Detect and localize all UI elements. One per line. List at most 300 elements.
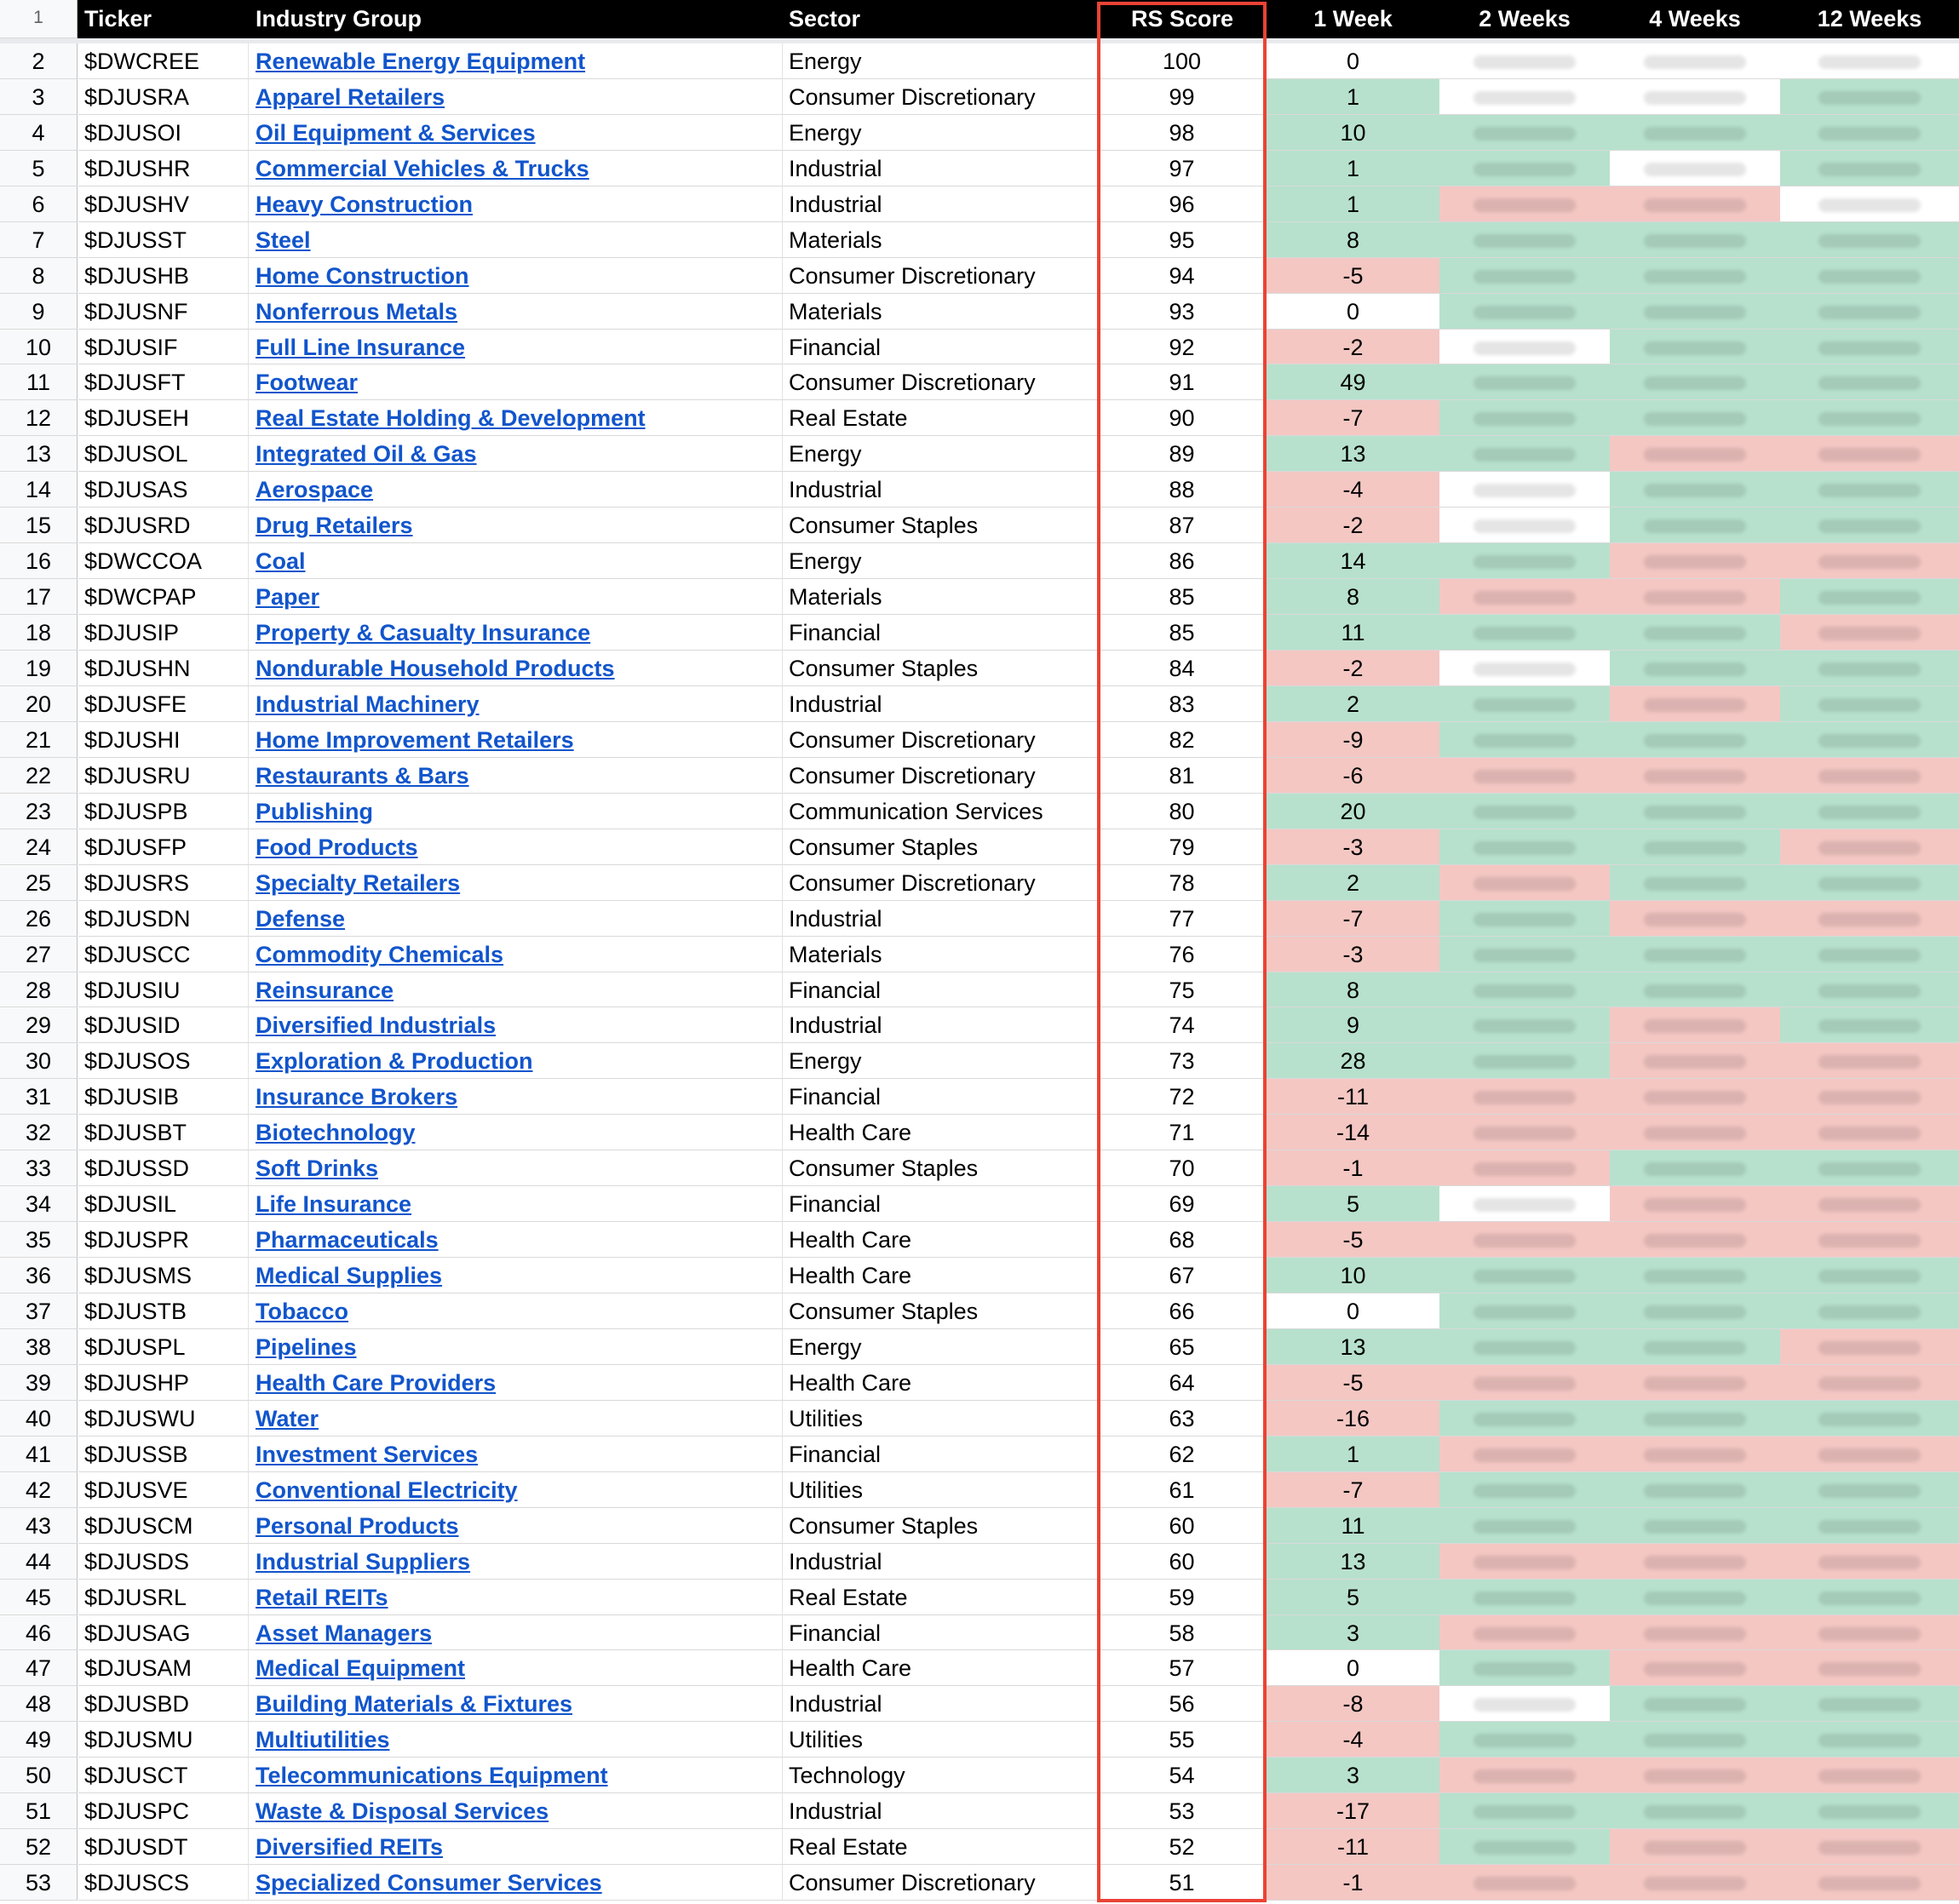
row-number[interactable]: 24 bbox=[0, 829, 78, 865]
sector-cell[interactable]: Health Care bbox=[783, 1650, 1098, 1686]
week-2-change-cell[interactable] bbox=[1439, 1686, 1610, 1722]
ticker-cell[interactable]: $DJUSOI bbox=[78, 115, 249, 151]
week-4-change-cell[interactable] bbox=[1610, 330, 1780, 365]
industry-group-cell[interactable] bbox=[249, 758, 783, 794]
week-1-change-cell[interactable]: -5 bbox=[1267, 1222, 1439, 1258]
row-number[interactable]: 3 bbox=[0, 79, 78, 115]
ticker-cell[interactable]: $DJUSST bbox=[78, 222, 249, 258]
industry-group-cell[interactable] bbox=[249, 1079, 783, 1115]
row-number[interactable]: 53 bbox=[0, 1865, 78, 1901]
week-2-change-cell[interactable] bbox=[1439, 364, 1610, 400]
week-4-change-cell[interactable] bbox=[1610, 222, 1780, 258]
industry-group-link[interactable]: Property & Casualty Insurance bbox=[256, 620, 591, 646]
week-12-change-cell[interactable] bbox=[1780, 472, 1959, 508]
week-4-change-cell[interactable] bbox=[1610, 508, 1780, 543]
week-4-change-cell[interactable] bbox=[1610, 1508, 1780, 1544]
week-12-change-cell[interactable] bbox=[1780, 579, 1959, 615]
week-1-change-cell[interactable]: 8 bbox=[1267, 222, 1439, 258]
industry-group-link[interactable]: Biotechnology bbox=[256, 1120, 416, 1146]
ticker-cell[interactable]: $DJUSMU bbox=[78, 1722, 249, 1758]
industry-group-link[interactable]: Specialized Consumer Services bbox=[256, 1870, 602, 1896]
ticker-cell[interactable]: $DJUSFE bbox=[78, 686, 249, 722]
week-12-change-cell[interactable] bbox=[1780, 1293, 1959, 1329]
week-2-change-cell[interactable] bbox=[1439, 1615, 1610, 1651]
week-4-change-cell[interactable] bbox=[1610, 472, 1780, 508]
column-header-4-weeks[interactable]: 4 Weeks bbox=[1649, 6, 1741, 32]
week-12-change-cell[interactable] bbox=[1780, 1079, 1959, 1115]
ticker-cell[interactable]: $DJUSIL bbox=[78, 1186, 249, 1222]
industry-group-link[interactable]: Publishing bbox=[256, 798, 373, 824]
ticker-cell[interactable]: $DJUSRU bbox=[78, 758, 249, 794]
week-1-change-cell[interactable]: -7 bbox=[1267, 1472, 1439, 1508]
industry-group-link[interactable]: Food Products bbox=[256, 834, 418, 860]
week-2-change-cell[interactable] bbox=[1439, 222, 1610, 258]
row-number[interactable]: 32 bbox=[0, 1115, 78, 1150]
week-4-change-cell[interactable] bbox=[1610, 579, 1780, 615]
week-12-change-cell[interactable] bbox=[1780, 330, 1959, 365]
week-1-change-cell[interactable]: 13 bbox=[1267, 1329, 1439, 1365]
ticker-cell[interactable]: $DJUSMS bbox=[78, 1258, 249, 1293]
week-1-change-cell[interactable]: -5 bbox=[1267, 258, 1439, 294]
ticker-cell[interactable]: $DJUSID bbox=[78, 1007, 249, 1043]
industry-group-cell[interactable] bbox=[249, 1650, 783, 1686]
week-2-change-cell[interactable] bbox=[1439, 829, 1610, 865]
week-12-change-cell[interactable] bbox=[1780, 722, 1959, 758]
week-2-change-cell[interactable] bbox=[1439, 1758, 1610, 1793]
industry-group-link[interactable]: Insurance Brokers bbox=[256, 1084, 458, 1110]
industry-group-cell[interactable] bbox=[249, 651, 783, 686]
week-1-change-cell[interactable]: 14 bbox=[1267, 543, 1439, 579]
week-12-change-cell[interactable] bbox=[1780, 1544, 1959, 1580]
week-4-change-cell[interactable] bbox=[1610, 364, 1780, 400]
sector-cell[interactable]: Industrial bbox=[783, 472, 1098, 508]
sector-cell[interactable]: Consumer Discretionary bbox=[783, 758, 1098, 794]
week-1-change-cell[interactable]: 20 bbox=[1267, 794, 1439, 829]
industry-group-cell[interactable] bbox=[249, 829, 783, 865]
sector-cell[interactable]: Real Estate bbox=[783, 400, 1098, 436]
sector-cell[interactable]: Health Care bbox=[783, 1258, 1098, 1293]
industry-group-cell[interactable] bbox=[249, 1007, 783, 1043]
industry-group-cell[interactable] bbox=[249, 722, 783, 758]
industry-group-cell[interactable] bbox=[249, 1686, 783, 1722]
row-number[interactable]: 49 bbox=[0, 1722, 78, 1758]
industry-group-cell[interactable] bbox=[249, 400, 783, 436]
industry-group-cell[interactable] bbox=[249, 794, 783, 829]
rs-score-cell[interactable]: 96 bbox=[1098, 186, 1267, 222]
week-1-change-cell[interactable]: -7 bbox=[1267, 901, 1439, 937]
row-number[interactable]: 27 bbox=[0, 937, 78, 972]
rs-score-cell[interactable]: 83 bbox=[1098, 686, 1267, 722]
industry-group-link[interactable]: Commodity Chemicals bbox=[256, 941, 504, 967]
row-number[interactable]: 19 bbox=[0, 651, 78, 686]
ticker-cell[interactable]: $DJUSFT bbox=[78, 364, 249, 400]
week-2-change-cell[interactable] bbox=[1439, 436, 1610, 472]
industry-group-cell[interactable] bbox=[249, 79, 783, 115]
week-4-change-cell[interactable] bbox=[1610, 972, 1780, 1008]
rs-score-cell[interactable]: 91 bbox=[1098, 364, 1267, 400]
row-number[interactable]: 40 bbox=[0, 1401, 78, 1437]
row-number[interactable]: 50 bbox=[0, 1758, 78, 1793]
rs-score-cell[interactable]: 72 bbox=[1098, 1079, 1267, 1115]
industry-group-link[interactable]: Life Insurance bbox=[256, 1191, 412, 1218]
rs-score-cell[interactable]: 80 bbox=[1098, 794, 1267, 829]
week-2-change-cell[interactable] bbox=[1439, 1186, 1610, 1222]
week-2-change-cell[interactable] bbox=[1439, 1829, 1610, 1865]
week-1-change-cell[interactable]: -3 bbox=[1267, 829, 1439, 865]
week-1-change-cell[interactable]: -9 bbox=[1267, 722, 1439, 758]
week-12-change-cell[interactable] bbox=[1780, 43, 1959, 79]
week-4-change-cell[interactable] bbox=[1610, 1258, 1780, 1293]
sector-cell[interactable]: Financial bbox=[783, 972, 1098, 1008]
ticker-cell[interactable]: $DJUSIF bbox=[78, 330, 249, 365]
week-1-change-cell[interactable]: -11 bbox=[1267, 1829, 1439, 1865]
week-1-change-cell[interactable]: 5 bbox=[1267, 1580, 1439, 1615]
sector-cell[interactable]: Industrial bbox=[783, 686, 1098, 722]
sector-cell[interactable]: Health Care bbox=[783, 1222, 1098, 1258]
industry-group-cell[interactable] bbox=[249, 258, 783, 294]
week-12-change-cell[interactable] bbox=[1780, 1722, 1959, 1758]
industry-group-link[interactable]: Home Improvement Retailers bbox=[256, 726, 574, 753]
rs-score-cell[interactable]: 52 bbox=[1098, 1829, 1267, 1865]
week-2-change-cell[interactable] bbox=[1439, 1437, 1610, 1472]
row-number[interactable]: 21 bbox=[0, 722, 78, 758]
ticker-cell[interactable]: $DWCREE bbox=[78, 43, 249, 79]
week-2-change-cell[interactable] bbox=[1439, 972, 1610, 1008]
industry-group-link[interactable]: Building Materials & Fixtures bbox=[256, 1691, 573, 1718]
week-2-change-cell[interactable] bbox=[1439, 43, 1610, 79]
week-1-change-cell[interactable]: 8 bbox=[1267, 579, 1439, 615]
week-2-change-cell[interactable] bbox=[1439, 186, 1610, 222]
ticker-cell[interactable]: $DJUSDS bbox=[78, 1544, 249, 1580]
ticker-cell[interactable]: $DJUSIU bbox=[78, 972, 249, 1008]
row-number[interactable]: 39 bbox=[0, 1365, 78, 1401]
week-2-change-cell[interactable] bbox=[1439, 1793, 1610, 1829]
week-12-change-cell[interactable] bbox=[1780, 651, 1959, 686]
week-12-change-cell[interactable] bbox=[1780, 1829, 1959, 1865]
week-12-change-cell[interactable] bbox=[1780, 1329, 1959, 1365]
industry-group-link[interactable]: Renewable Energy Equipment bbox=[256, 49, 586, 74]
industry-group-link[interactable]: Apparel Retailers bbox=[256, 83, 445, 110]
rs-score-cell[interactable]: 88 bbox=[1098, 472, 1267, 508]
week-4-change-cell[interactable] bbox=[1610, 1865, 1780, 1901]
rs-score-cell[interactable]: 67 bbox=[1098, 1258, 1267, 1293]
week-2-change-cell[interactable] bbox=[1439, 1115, 1610, 1150]
row-number[interactable]: 2 bbox=[0, 43, 78, 79]
industry-group-link[interactable]: Exploration & Production bbox=[256, 1048, 533, 1075]
week-4-change-cell[interactable] bbox=[1610, 43, 1780, 79]
week-2-change-cell[interactable] bbox=[1439, 1150, 1610, 1186]
industry-group-link[interactable]: Footwear bbox=[256, 370, 359, 396]
rs-score-cell[interactable]: 54 bbox=[1098, 1758, 1267, 1793]
week-1-change-cell[interactable]: 1 bbox=[1267, 186, 1439, 222]
ticker-cell[interactable]: $DJUSRL bbox=[78, 1580, 249, 1615]
row-number[interactable]: 18 bbox=[0, 615, 78, 651]
ticker-cell[interactable]: $DJUSRS bbox=[78, 865, 249, 901]
week-1-change-cell[interactable]: -5 bbox=[1267, 1365, 1439, 1401]
ticker-cell[interactable]: $DJUSPC bbox=[78, 1793, 249, 1829]
industry-group-cell[interactable] bbox=[249, 1437, 783, 1472]
industry-group-cell[interactable] bbox=[249, 472, 783, 508]
week-12-change-cell[interactable] bbox=[1780, 1758, 1959, 1793]
industry-group-link[interactable]: Heavy Construction bbox=[256, 191, 474, 217]
week-4-change-cell[interactable] bbox=[1610, 901, 1780, 937]
week-1-change-cell[interactable]: 28 bbox=[1267, 1043, 1439, 1079]
week-4-change-cell[interactable] bbox=[1610, 722, 1780, 758]
sector-cell[interactable]: Utilities bbox=[783, 1722, 1098, 1758]
sector-cell[interactable]: Real Estate bbox=[783, 1580, 1098, 1615]
sector-cell[interactable]: Utilities bbox=[783, 1472, 1098, 1508]
rs-score-cell[interactable]: 58 bbox=[1098, 1615, 1267, 1651]
week-1-change-cell[interactable]: -16 bbox=[1267, 1401, 1439, 1437]
ticker-cell[interactable]: $DJUSCM bbox=[78, 1508, 249, 1544]
rs-score-cell[interactable]: 90 bbox=[1098, 400, 1267, 436]
industry-group-link[interactable]: Specialty Retailers bbox=[256, 869, 461, 896]
sector-cell[interactable]: Consumer Discretionary bbox=[783, 364, 1098, 400]
industry-group-link[interactable]: Aerospace bbox=[256, 477, 374, 503]
week-4-change-cell[interactable] bbox=[1610, 865, 1780, 901]
sector-cell[interactable]: Consumer Discretionary bbox=[783, 865, 1098, 901]
week-4-change-cell[interactable] bbox=[1610, 615, 1780, 651]
week-4-change-cell[interactable] bbox=[1610, 1544, 1780, 1580]
industry-group-cell[interactable] bbox=[249, 186, 783, 222]
week-1-change-cell[interactable]: -1 bbox=[1267, 1150, 1439, 1186]
rs-score-cell[interactable]: 63 bbox=[1098, 1401, 1267, 1437]
row-number[interactable]: 20 bbox=[0, 686, 78, 722]
week-12-change-cell[interactable] bbox=[1780, 794, 1959, 829]
column-header-1-week[interactable]: 1 Week bbox=[1313, 6, 1393, 32]
sector-cell[interactable]: Financial bbox=[783, 1079, 1098, 1115]
industry-group-cell[interactable] bbox=[249, 1115, 783, 1150]
rs-score-cell[interactable]: 99 bbox=[1098, 79, 1267, 115]
industry-group-link[interactable]: Medical Supplies bbox=[256, 1263, 443, 1289]
sector-cell[interactable]: Energy bbox=[783, 543, 1098, 579]
week-1-change-cell[interactable]: -8 bbox=[1267, 1686, 1439, 1722]
industry-group-link[interactable]: Medical Equipment bbox=[256, 1655, 466, 1682]
industry-group-link[interactable]: Soft Drinks bbox=[256, 1156, 379, 1182]
week-1-change-cell[interactable]: -2 bbox=[1267, 508, 1439, 543]
row-number[interactable]: 30 bbox=[0, 1043, 78, 1079]
column-header-industry-group[interactable]: Industry Group bbox=[256, 6, 422, 32]
industry-group-link[interactable]: Integrated Oil & Gas bbox=[256, 441, 477, 467]
sector-cell[interactable]: Energy bbox=[783, 1329, 1098, 1365]
week-12-change-cell[interactable] bbox=[1780, 294, 1959, 330]
sector-cell[interactable]: Energy bbox=[783, 43, 1098, 79]
ticker-cell[interactable]: $DJUSHV bbox=[78, 186, 249, 222]
industry-group-link[interactable]: Asset Managers bbox=[256, 1620, 433, 1646]
week-2-change-cell[interactable] bbox=[1439, 1043, 1610, 1079]
week-1-change-cell[interactable]: 0 bbox=[1267, 1650, 1439, 1686]
rs-score-cell[interactable]: 79 bbox=[1098, 829, 1267, 865]
row-number[interactable]: 47 bbox=[0, 1650, 78, 1686]
ticker-cell[interactable]: $DJUSIB bbox=[78, 1079, 249, 1115]
week-4-change-cell[interactable] bbox=[1610, 794, 1780, 829]
ticker-cell[interactable]: $DJUSAS bbox=[78, 472, 249, 508]
rs-score-cell[interactable]: 87 bbox=[1098, 508, 1267, 543]
column-header-2-weeks[interactable]: 2 Weeks bbox=[1479, 6, 1571, 32]
week-12-change-cell[interactable] bbox=[1780, 1580, 1959, 1615]
sector-cell[interactable]: Utilities bbox=[783, 1401, 1098, 1437]
ticker-cell[interactable]: $DJUSCT bbox=[78, 1758, 249, 1793]
industry-group-cell[interactable] bbox=[249, 865, 783, 901]
sector-cell[interactable]: Communication Services bbox=[783, 794, 1098, 829]
sector-cell[interactable]: Consumer Staples bbox=[783, 651, 1098, 686]
sector-cell[interactable]: Materials bbox=[783, 222, 1098, 258]
ticker-cell[interactable]: $DJUSVE bbox=[78, 1472, 249, 1508]
ticker-cell[interactable]: $DJUSPB bbox=[78, 794, 249, 829]
week-4-change-cell[interactable] bbox=[1610, 436, 1780, 472]
sector-cell[interactable]: Technology bbox=[783, 1758, 1098, 1793]
week-2-change-cell[interactable] bbox=[1439, 1401, 1610, 1437]
week-2-change-cell[interactable] bbox=[1439, 758, 1610, 794]
week-12-change-cell[interactable] bbox=[1780, 1222, 1959, 1258]
week-1-change-cell[interactable]: 3 bbox=[1267, 1615, 1439, 1651]
industry-group-cell[interactable] bbox=[249, 1544, 783, 1580]
week-1-change-cell[interactable]: -3 bbox=[1267, 937, 1439, 972]
week-4-change-cell[interactable] bbox=[1610, 758, 1780, 794]
week-2-change-cell[interactable] bbox=[1439, 1365, 1610, 1401]
industry-group-link[interactable]: Defense bbox=[256, 905, 346, 932]
row-number[interactable]: 35 bbox=[0, 1222, 78, 1258]
week-12-change-cell[interactable] bbox=[1780, 222, 1959, 258]
week-2-change-cell[interactable] bbox=[1439, 1865, 1610, 1901]
week-12-change-cell[interactable] bbox=[1780, 1650, 1959, 1686]
industry-group-cell[interactable] bbox=[249, 686, 783, 722]
industry-group-cell[interactable] bbox=[249, 579, 783, 615]
week-1-change-cell[interactable]: 0 bbox=[1267, 294, 1439, 330]
industry-group-link[interactable]: Investment Services bbox=[256, 1441, 479, 1467]
rs-score-cell[interactable]: 86 bbox=[1098, 543, 1267, 579]
week-12-change-cell[interactable] bbox=[1780, 1365, 1959, 1401]
week-12-change-cell[interactable] bbox=[1780, 151, 1959, 186]
sector-cell[interactable]: Consumer Discretionary bbox=[783, 258, 1098, 294]
row-number[interactable]: 13 bbox=[0, 436, 78, 472]
week-12-change-cell[interactable] bbox=[1780, 686, 1959, 722]
row-number[interactable]: 48 bbox=[0, 1686, 78, 1722]
week-12-change-cell[interactable] bbox=[1780, 1686, 1959, 1722]
sector-cell[interactable]: Financial bbox=[783, 330, 1098, 365]
week-1-change-cell[interactable]: 0 bbox=[1267, 1293, 1439, 1329]
row-number[interactable]: 31 bbox=[0, 1079, 78, 1115]
ticker-cell[interactable]: $DJUSDN bbox=[78, 901, 249, 937]
industry-group-cell[interactable] bbox=[249, 1222, 783, 1258]
row-number[interactable]: 51 bbox=[0, 1793, 78, 1829]
week-1-change-cell[interactable]: 1 bbox=[1267, 151, 1439, 186]
sector-cell[interactable]: Industrial bbox=[783, 1793, 1098, 1829]
rs-score-cell[interactable]: 77 bbox=[1098, 901, 1267, 937]
week-2-change-cell[interactable] bbox=[1439, 1650, 1610, 1686]
ticker-cell[interactable]: $DJUSWU bbox=[78, 1401, 249, 1437]
rs-score-cell[interactable]: 59 bbox=[1098, 1580, 1267, 1615]
industry-group-link[interactable]: Paper bbox=[256, 584, 320, 611]
week-2-change-cell[interactable] bbox=[1439, 1293, 1610, 1329]
ticker-cell[interactable]: $DJUSHP bbox=[78, 1365, 249, 1401]
industry-group-link[interactable]: Commercial Vehicles & Trucks bbox=[256, 155, 589, 181]
sector-cell[interactable]: Health Care bbox=[783, 1115, 1098, 1150]
industry-group-cell[interactable] bbox=[249, 508, 783, 543]
industry-group-link[interactable]: Tobacco bbox=[256, 1299, 349, 1325]
week-1-change-cell[interactable]: 11 bbox=[1267, 615, 1439, 651]
industry-group-cell[interactable] bbox=[249, 1329, 783, 1365]
week-4-change-cell[interactable] bbox=[1610, 1222, 1780, 1258]
industry-group-cell[interactable] bbox=[249, 1508, 783, 1544]
week-1-change-cell[interactable]: 49 bbox=[1267, 364, 1439, 400]
row-number[interactable]: 42 bbox=[0, 1472, 78, 1508]
week-1-change-cell[interactable]: 13 bbox=[1267, 1544, 1439, 1580]
row-number[interactable]: 44 bbox=[0, 1544, 78, 1580]
ticker-cell[interactable]: $DJUSAG bbox=[78, 1615, 249, 1651]
week-1-change-cell[interactable]: 13 bbox=[1267, 436, 1439, 472]
ticker-cell[interactable]: $DJUSOS bbox=[78, 1043, 249, 1079]
ticker-cell[interactable]: $DJUSDT bbox=[78, 1829, 249, 1865]
industry-group-link[interactable]: Water bbox=[256, 1405, 319, 1431]
row-number[interactable]: 11 bbox=[0, 364, 78, 400]
rs-score-cell[interactable]: 64 bbox=[1098, 1365, 1267, 1401]
week-12-change-cell[interactable] bbox=[1780, 758, 1959, 794]
row-number[interactable]: 46 bbox=[0, 1615, 78, 1651]
week-1-change-cell[interactable]: 10 bbox=[1267, 115, 1439, 151]
week-2-change-cell[interactable] bbox=[1439, 508, 1610, 543]
rs-score-cell[interactable]: 95 bbox=[1098, 222, 1267, 258]
industry-group-link[interactable]: Home Construction bbox=[256, 262, 469, 289]
week-2-change-cell[interactable] bbox=[1439, 1079, 1610, 1115]
row-number[interactable]: 9 bbox=[0, 294, 78, 330]
industry-group-cell[interactable] bbox=[249, 972, 783, 1008]
week-1-change-cell[interactable]: -17 bbox=[1267, 1793, 1439, 1829]
ticker-cell[interactable]: $DJUSHR bbox=[78, 151, 249, 186]
ticker-cell[interactable]: $DJUSSD bbox=[78, 1150, 249, 1186]
sector-cell[interactable]: Consumer Discretionary bbox=[783, 79, 1098, 115]
week-4-change-cell[interactable] bbox=[1610, 1186, 1780, 1222]
week-1-change-cell[interactable]: -2 bbox=[1267, 330, 1439, 365]
week-1-change-cell[interactable]: 8 bbox=[1267, 972, 1439, 1008]
row-number[interactable]: 52 bbox=[0, 1829, 78, 1865]
rs-score-cell[interactable]: 57 bbox=[1098, 1650, 1267, 1686]
week-12-change-cell[interactable] bbox=[1780, 1115, 1959, 1150]
rs-score-cell[interactable]: 53 bbox=[1098, 1793, 1267, 1829]
row-number[interactable]: 6 bbox=[0, 186, 78, 222]
rs-score-cell[interactable]: 78 bbox=[1098, 865, 1267, 901]
industry-group-cell[interactable] bbox=[249, 1472, 783, 1508]
week-4-change-cell[interactable] bbox=[1610, 1401, 1780, 1437]
week-2-change-cell[interactable] bbox=[1439, 1722, 1610, 1758]
week-2-change-cell[interactable] bbox=[1439, 794, 1610, 829]
row-number[interactable]: 15 bbox=[0, 508, 78, 543]
week-12-change-cell[interactable] bbox=[1780, 1186, 1959, 1222]
rs-score-cell[interactable]: 61 bbox=[1098, 1472, 1267, 1508]
rs-score-cell[interactable]: 60 bbox=[1098, 1508, 1267, 1544]
week-12-change-cell[interactable] bbox=[1780, 1865, 1959, 1901]
week-12-change-cell[interactable] bbox=[1780, 508, 1959, 543]
week-4-change-cell[interactable] bbox=[1610, 1329, 1780, 1365]
rs-score-cell[interactable]: 55 bbox=[1098, 1722, 1267, 1758]
week-12-change-cell[interactable] bbox=[1780, 1043, 1959, 1079]
ticker-cell[interactable]: $DJUSAM bbox=[78, 1650, 249, 1686]
week-4-change-cell[interactable] bbox=[1610, 1829, 1780, 1865]
industry-group-link[interactable]: Personal Products bbox=[256, 1512, 459, 1539]
industry-group-link[interactable]: Conventional Electricity bbox=[256, 1477, 518, 1503]
rs-score-cell[interactable]: 85 bbox=[1098, 579, 1267, 615]
week-4-change-cell[interactable] bbox=[1610, 937, 1780, 972]
week-12-change-cell[interactable] bbox=[1780, 1615, 1959, 1651]
row-number[interactable]: 38 bbox=[0, 1329, 78, 1365]
week-1-change-cell[interactable]: 10 bbox=[1267, 1258, 1439, 1293]
week-4-change-cell[interactable] bbox=[1610, 651, 1780, 686]
ticker-cell[interactable]: $DJUSFP bbox=[78, 829, 249, 865]
week-1-change-cell[interactable]: 3 bbox=[1267, 1758, 1439, 1793]
row-number[interactable]: 16 bbox=[0, 543, 78, 579]
week-4-change-cell[interactable] bbox=[1610, 1650, 1780, 1686]
week-4-change-cell[interactable] bbox=[1610, 1793, 1780, 1829]
